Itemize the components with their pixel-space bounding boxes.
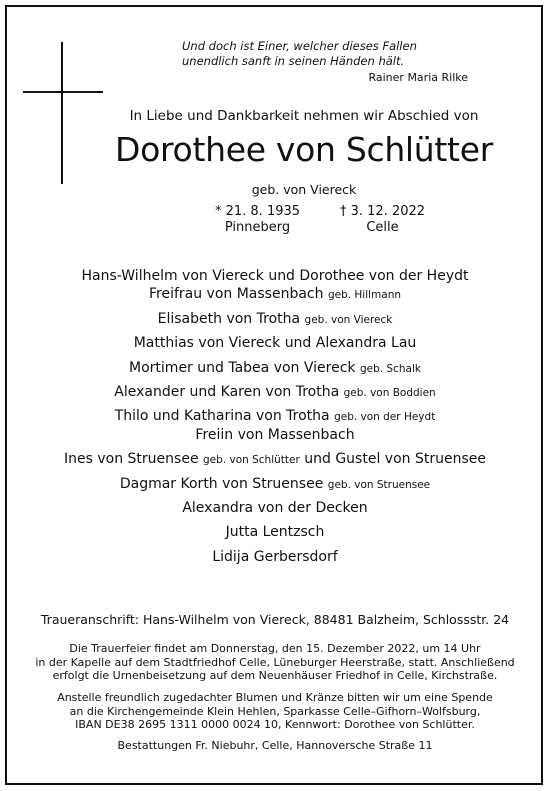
mourner-line: [0, 474, 550, 498]
mourner-name: Mortimer und Tabea von Viereck: [129, 359, 356, 376]
mourner-birth-name: geb. von Boddien: [343, 386, 436, 399]
mourner-line: [0, 382, 550, 406]
mourner-name: Alexander und Karen von Trotha: [114, 383, 340, 400]
mourner-birth-name: geb. von Viereck: [304, 313, 393, 326]
mourner-name: Dagmar Korth von Struensee: [119, 475, 324, 492]
quote-line: unendlich sanft in seinen Händen hält.: [182, 54, 405, 68]
death-info: [330, 204, 435, 236]
birth-date: * 21. 8. 1935: [214, 204, 301, 219]
notice-line: an die Kirchengemeinde Klein Hehlen, Sparkasse Celle–Gifhorn–Wolfsburg,: [69, 704, 481, 718]
notice-line: Anstelle freundlich zugedachter Blumen und Kränze bitten wir um eine Spende: [57, 691, 493, 704]
mourner-name: und Gustel von Struensee: [304, 451, 486, 468]
rilke-quote: [182, 39, 417, 69]
deceased-name: Dorothee von Schlütter: [115, 130, 493, 169]
intro-text: In Liebe und Dankbarkeit nehmen wir Abschied von: [129, 108, 479, 124]
death-date: † 3. 12. 2022: [339, 204, 426, 219]
mourner-line: [0, 425, 550, 449]
mourner-name: Elisabeth von Trotha: [157, 310, 301, 327]
funeral-notice: [0, 642, 550, 683]
mourner-name: Matthias von Viereck und Alexandra Lau: [133, 335, 417, 352]
mourner-line: [0, 284, 550, 308]
mourners-list: [0, 266, 550, 571]
undertaker-info: Bestattungen Fr. Niebuhr, Celle, Hannoversche Straße 11: [117, 739, 433, 752]
mourner-birth-name: geb. von Schlütter: [203, 454, 300, 467]
mourner-name: Jutta Lentzsch: [225, 524, 325, 541]
mourner-name: Lidija Gerbersdorf: [212, 548, 338, 565]
notice-line: IBAN DE38 2695 1311 0000 0024 10, Kennwort: Dorothee von Schlütter.: [75, 718, 475, 732]
mourner-name: Thilo und Katharina von Trotha: [114, 408, 330, 425]
notice-line: erfolgt die Urnenbeisetzung auf dem Neuenhäuser Friedhof in Celle, Kirchstraße.: [52, 669, 498, 683]
quote-author: Rainer Maria Rilke: [368, 71, 468, 84]
mourner-name: Alexandra von der Decken: [182, 499, 368, 516]
mourner-name: Hans-Wilhelm von Viereck und Dorothee von der Heydt: [81, 268, 469, 284]
mourning-address: Traueranschrift: Hans-Wilhelm von Viereck, 88481 Balzheim, Schlossstr. 24: [40, 612, 510, 627]
cross-icon-crossbar: [23, 91, 103, 93]
notice-line: Die Trauerfeier findet am Donnerstag, den 15. Dezember 2022, um 14 Uhr: [69, 642, 481, 655]
mourner-line: [0, 522, 550, 546]
donation-notice: [0, 691, 550, 732]
mourner-birth-name: geb. Schalk: [359, 362, 421, 375]
mourner-birth-name: geb. Hillmann: [327, 289, 402, 302]
mourner-birth-name: geb. von der Heydt: [334, 411, 436, 424]
mourner-line: [0, 358, 550, 382]
birth-place: Pinneberg: [224, 220, 291, 235]
mourner-name: Freiin von Massenbach: [195, 426, 355, 443]
mourner-line: [0, 333, 550, 357]
mourner-line: [0, 449, 550, 473]
mourner-line: [0, 547, 550, 571]
mourner-name: Freifrau von Massenbach: [148, 286, 324, 303]
quote-line: Und doch ist Einer, welcher dieses Fallen: [182, 39, 417, 53]
mourner-line: [0, 498, 550, 522]
death-place: Celle: [366, 220, 399, 235]
mourner-line: [0, 309, 550, 333]
mourner-birth-name: geb. von Struensee: [327, 478, 431, 491]
birth-name: geb. von Viereck: [251, 182, 357, 197]
birth-info: [205, 204, 310, 236]
notice-line: in der Kapelle auf dem Stadtfriedhof Celle, Lüneburger Heerstraße, statt. Anschließend: [35, 655, 515, 669]
mourner-name: Ines von Struensee: [64, 451, 199, 468]
